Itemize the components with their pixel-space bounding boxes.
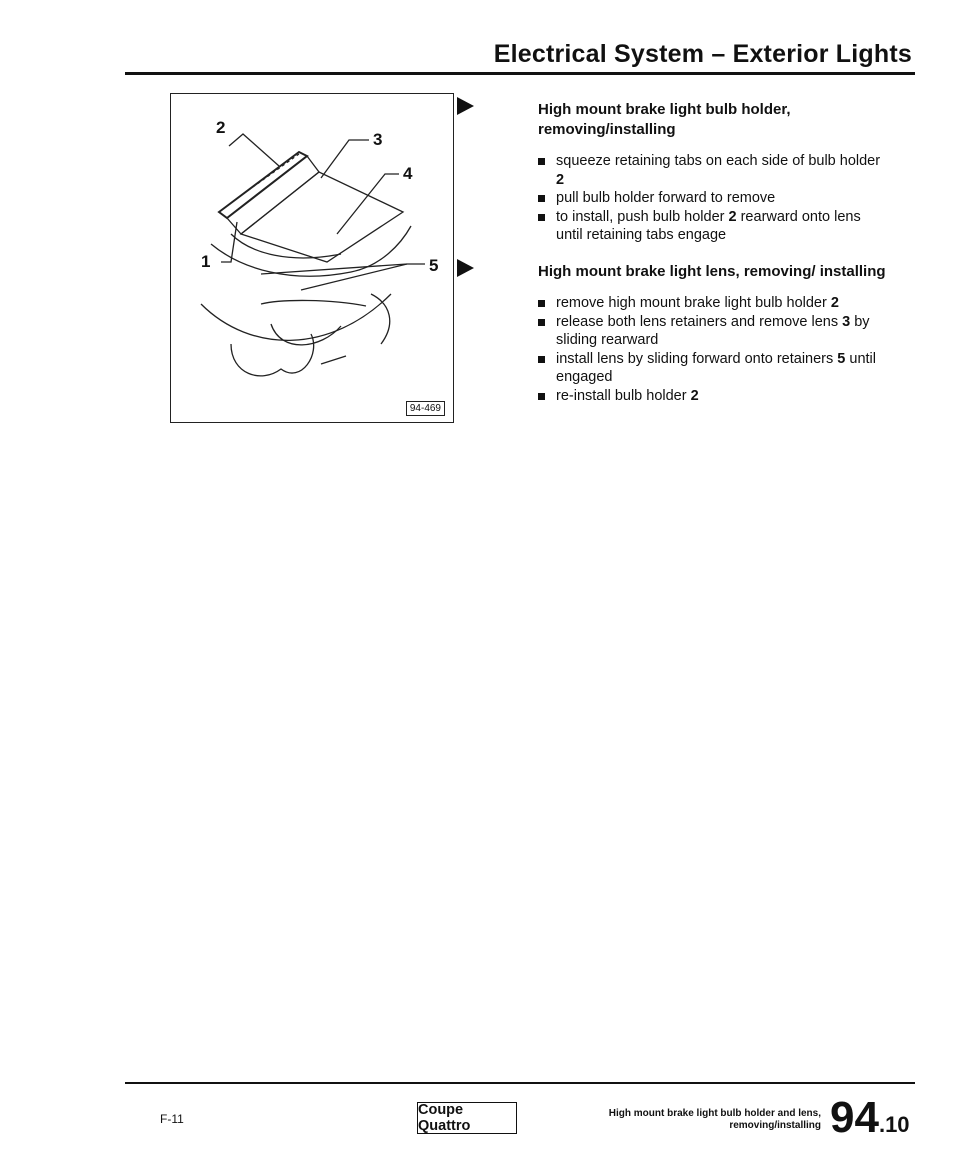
header-rule [125,72,915,75]
pointer-arrow-icon [457,259,474,277]
list-item: re-install bulb holder 2 [538,387,888,406]
list-item: to install, push bulb holder 2 rearward onto lens until retaining tabs engage [538,208,888,245]
instruction-list [538,152,888,245]
callout-2: 2 [216,118,226,137]
list-item: squeeze retaining tabs on each side of bulb holder 2 [538,152,888,189]
instruction-list [538,294,888,405]
brake-light-illustration [171,94,455,424]
section-lens [538,262,888,405]
callout-3: 3 [373,130,383,149]
list-item: install lens by sliding forward onto retainers 5 until engaged [538,350,888,387]
page-code: F-11 [160,1112,184,1126]
callout-5: 5 [429,256,439,275]
footer-description-line2: removing/installing [729,1120,821,1131]
list-item: pull bulb holder forward to remove [538,189,888,208]
section-title: High mount brake light bulb holder, removing/installing [538,101,791,138]
footer-description [525,1108,821,1132]
list-item: release both lens retainers and remove lens 3 by sliding rearward [538,313,888,350]
list-item: remove high mount brake light bulb holder 2 [538,294,888,313]
model-badge: Coupe Quattro [417,1102,517,1134]
callout-1: 1 [201,252,211,271]
page-number [830,1094,910,1149]
pointer-arrow-icon [457,97,474,115]
callout-4: 4 [403,164,413,183]
section-title: High mount brake light lens, removing/ installing [538,263,886,280]
footer-rule [125,1082,915,1084]
page-number-minor: .10 [878,1112,910,1137]
page-number-major: 94 [830,1093,879,1142]
illustration-figure [170,93,454,423]
section-bulb-holder [538,100,888,245]
footer-description-line1: High mount brake light bulb holder and lens, [608,1108,821,1119]
page-title: Electrical System – Exterior Lights [493,40,912,68]
figure-number: 94-469 [406,401,445,416]
